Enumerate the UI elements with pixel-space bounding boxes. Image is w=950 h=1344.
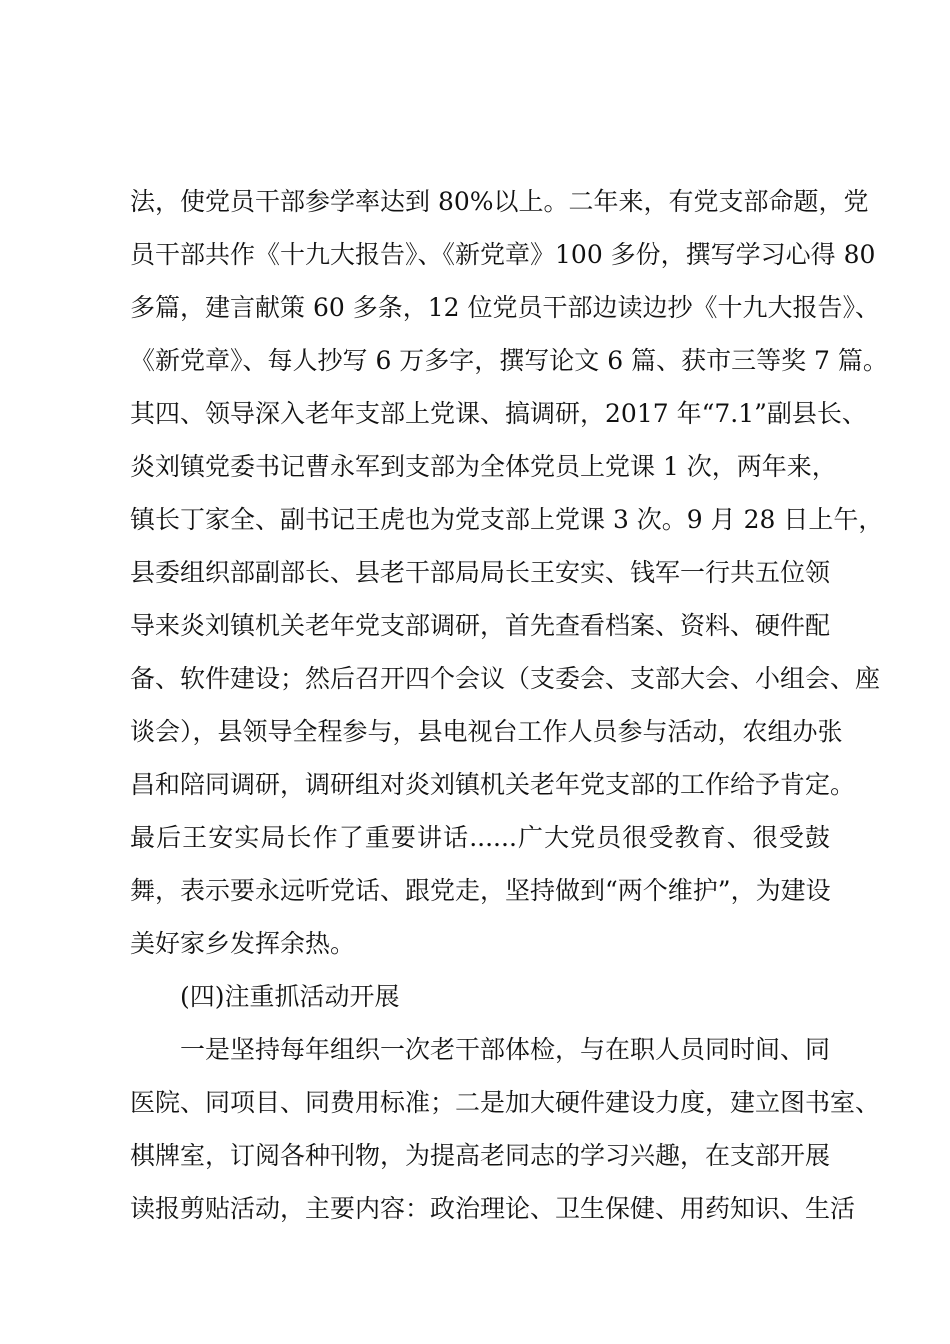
text-line: 美好家乡发挥余热。: [130, 929, 356, 958]
text-line: 员干部共作《十九大报告》、《新党章》100 多份，撰写学习心得 80: [130, 240, 876, 269]
text-line: 县委组织部副部长、县老干部局局长王安实、钱军一行共五位领: [130, 558, 831, 587]
text-line: 一是坚持每年组织一次老干部体检，与在职人员同时间、同: [180, 1035, 831, 1064]
text-line: 昌和陪同调研，调研组对炎刘镇机关老年党支部的工作给予肯定。: [130, 770, 856, 799]
text-line: 其四、领导深入老年支部上党课、搞调研，2017 年“7.1”副县长、: [130, 399, 867, 428]
text-line: 导来炎刘镇机关老年党支部调研，首先查看档案、资料、硬件配: [130, 611, 831, 640]
text-line: 读报剪贴活动，主要内容：政治理论、卫生保健、用药知识、生活: [130, 1194, 856, 1223]
text-line: 炎刘镇党委书记曹永军到支部为全体党员上党课 1 次，两年来，: [130, 452, 837, 481]
text-line: 多篇，建言献策 60 多条，12 位党员干部边读边抄《十九大报告》、: [130, 293, 880, 322]
text-line: 备、软件建设；然后召开四个会议（支委会、支部大会、小组会、座: [130, 664, 881, 693]
text-line: 《新党章》、每人抄写 6 万多字，撰写论文 6 篇、获市三等奖 7 篇。: [130, 346, 888, 375]
section-heading: (四)注重抓活动开展: [180, 982, 400, 1011]
text-line: 舞，表示要永远听党话、跟党走，坚持做到“两个维护”，为建设: [130, 876, 831, 905]
text-line: 谈会），县领导全程参与，县电视台工作人员参与活动，农组办张: [130, 717, 843, 746]
text-line: 法，使党员干部参学率达到 80%以上。二年来，有党支部命题，党: [130, 187, 869, 216]
text-line: 医院、同项目、同费用标准；二是加大硬件建设力度，建立图书室、: [130, 1088, 881, 1117]
text-line: 最后王安实局长作了重要讲话......广大党员很受教育、很受鼓: [130, 823, 830, 852]
text-line: 镇长丁家全、副书记王虎也为党支部上党课 3 次。9 月 28 日上午，: [130, 505, 884, 534]
text-line: 棋牌室，订阅各种刊物，为提高老同志的学习兴趣，在支部开展: [130, 1141, 831, 1170]
